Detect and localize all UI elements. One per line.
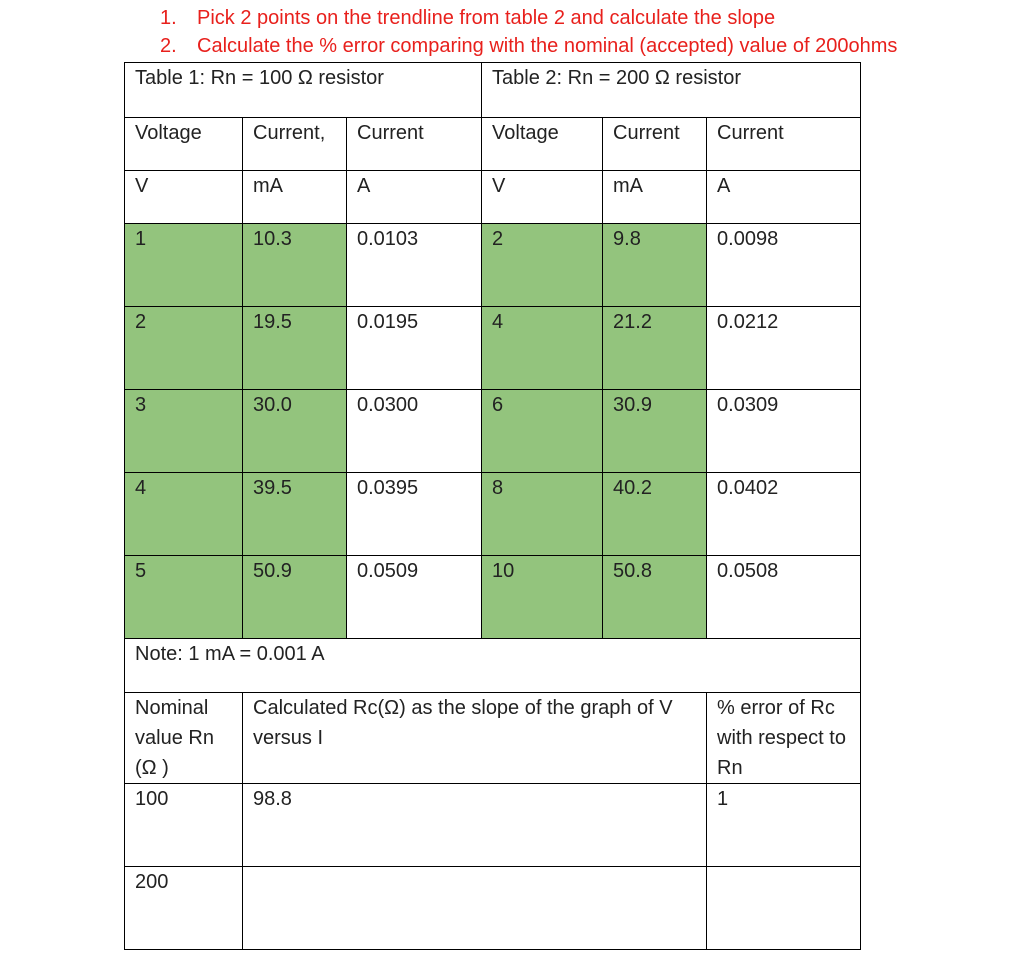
t1-current-ma-cell: 50.9 xyxy=(243,556,347,639)
table-row xyxy=(125,307,861,390)
table-row xyxy=(125,556,861,639)
t1-current-ma-cell: 10.3 xyxy=(243,224,347,307)
t2-voltage-cell: 6 xyxy=(482,390,603,473)
results-row xyxy=(125,867,861,950)
unit-note: Note: 1 mA = 0.001 A xyxy=(125,639,861,693)
percent-error-cell xyxy=(707,867,861,950)
t2-current-ma-cell: 30.9 xyxy=(603,390,707,473)
t2-voltage-cell: 10 xyxy=(482,556,603,639)
t2-voltage-cell: 4 xyxy=(482,307,603,390)
t2-current-a-cell: 0.0098 xyxy=(707,224,861,307)
t1-unit-voltage: V xyxy=(125,171,243,224)
t1-header-voltage: Voltage xyxy=(125,118,243,171)
header-calculated-rc: Calculated Rc(Ω) as the slope of the graph of V versus I xyxy=(243,693,707,784)
t2-unit-current-a: A xyxy=(707,171,861,224)
t2-current-a-cell: 0.0212 xyxy=(707,307,861,390)
t2-header-current-ma: Current xyxy=(603,118,707,171)
header-percent-error: % error of Rc with respect to Rn xyxy=(707,693,861,784)
t1-current-ma-cell: 30.0 xyxy=(243,390,347,473)
t1-voltage-cell: 2 xyxy=(125,307,243,390)
t1-unit-current-ma: mA xyxy=(243,171,347,224)
percent-error-cell: 1 xyxy=(707,784,861,867)
nominal-value-cell: 200 xyxy=(125,867,243,950)
t2-voltage-cell: 2 xyxy=(482,224,603,307)
t2-header-current-a: Current xyxy=(707,118,861,171)
results-header-row xyxy=(125,693,861,784)
t1-voltage-cell: 3 xyxy=(125,390,243,473)
t1-voltage-cell: 1 xyxy=(125,224,243,307)
t2-current-ma-cell: 40.2 xyxy=(603,473,707,556)
t1-current-a-cell: 0.0300 xyxy=(347,390,482,473)
t1-current-ma-cell: 39.5 xyxy=(243,473,347,556)
instruction-list xyxy=(160,4,897,60)
t2-current-ma-cell: 9.8 xyxy=(603,224,707,307)
column-header-row xyxy=(125,118,861,171)
t1-current-ma-cell: 19.5 xyxy=(243,307,347,390)
t2-current-a-cell: 0.0508 xyxy=(707,556,861,639)
calculated-rc-cell xyxy=(243,867,707,950)
t2-unit-current-ma: mA xyxy=(603,171,707,224)
t2-current-ma-cell: 21.2 xyxy=(603,307,707,390)
table-row xyxy=(125,473,861,556)
calculated-rc-cell: 98.8 xyxy=(243,784,707,867)
t1-header-current-ma: Current, xyxy=(243,118,347,171)
t1-current-a-cell: 0.0509 xyxy=(347,556,482,639)
table1-title: Table 1: Rn = 100 Ω resistor xyxy=(125,63,482,118)
resistor-data-table xyxy=(124,62,861,950)
t1-current-a-cell: 0.0395 xyxy=(347,473,482,556)
t2-current-ma-cell: 50.8 xyxy=(603,556,707,639)
t1-current-a-cell: 0.0103 xyxy=(347,224,482,307)
results-row xyxy=(125,784,861,867)
t1-voltage-cell: 5 xyxy=(125,556,243,639)
table-row xyxy=(125,390,861,473)
instruction-item: 2. Calculate the % error comparing with the nominal (accepted) value of 200ohms xyxy=(160,35,898,57)
t1-current-a-cell: 0.0195 xyxy=(347,307,482,390)
t2-current-a-cell: 0.0402 xyxy=(707,473,861,556)
instruction-item: 1. Pick 2 points on the trendline from table 2 and calculate the slope xyxy=(160,7,776,29)
table-title-row xyxy=(125,63,861,118)
t2-header-voltage: Voltage xyxy=(482,118,603,171)
t1-voltage-cell: 4 xyxy=(125,473,243,556)
header-nominal-value: Nominal value Rn (Ω ) xyxy=(125,693,243,784)
note-row xyxy=(125,639,861,693)
t1-header-current-a: Current xyxy=(347,118,482,171)
nominal-value-cell: 100 xyxy=(125,784,243,867)
table2-title: Table 2: Rn = 200 Ω resistor xyxy=(482,63,861,118)
table-row xyxy=(125,224,861,307)
t1-unit-current-a: A xyxy=(347,171,482,224)
t2-current-a-cell: 0.0309 xyxy=(707,390,861,473)
units-row xyxy=(125,171,861,224)
t2-unit-voltage: V xyxy=(482,171,603,224)
t2-voltage-cell: 8 xyxy=(482,473,603,556)
